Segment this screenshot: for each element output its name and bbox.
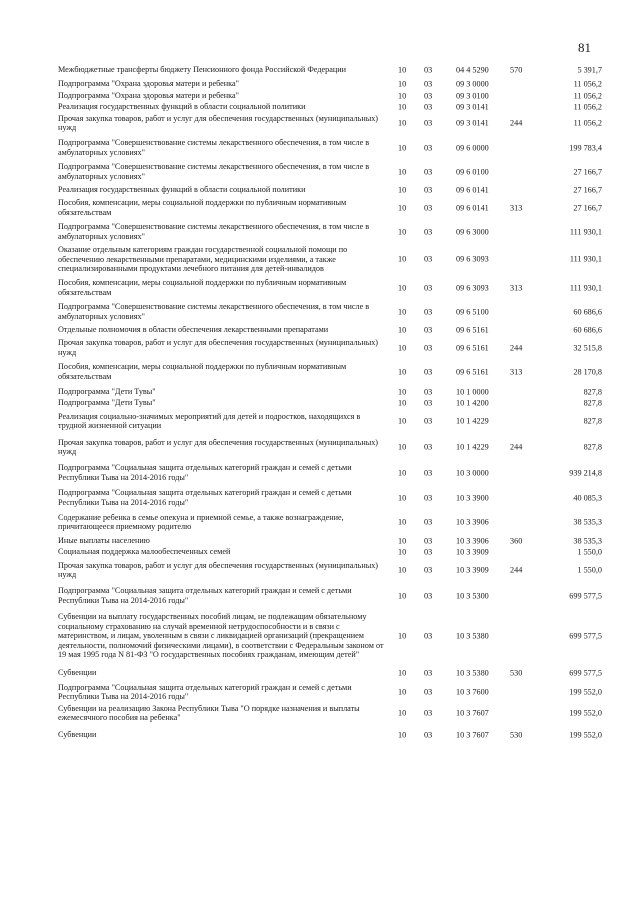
table-row bbox=[58, 301, 608, 322]
row-name: Реализация государственных функций в области социальной политики bbox=[58, 102, 306, 112]
row-target-article-code: 09 6 0000 bbox=[456, 143, 489, 153]
row-name: Прочая закупка товаров, работ и услуг для обеспечения государственных (муниципальных) нужд bbox=[58, 437, 379, 456]
row-section-code: 10 bbox=[398, 79, 407, 89]
row-name: Подпрограмма "Совершенствование системы лекарственного обеспечения, в том числе в амбулаторных условиях" bbox=[58, 302, 370, 321]
row-subsection-code: 03 bbox=[424, 535, 433, 545]
table-row bbox=[58, 462, 608, 483]
row-name: Межбюджетные трансферты бюджету Пенсионного фонда Российской Федерации bbox=[58, 65, 346, 74]
row-section-code: 10 bbox=[398, 468, 407, 478]
row-amount: 11 056,2 bbox=[573, 90, 602, 100]
row-amount: 40 085,3 bbox=[573, 492, 602, 502]
row-subsection-code: 03 bbox=[424, 668, 433, 678]
table-row bbox=[58, 560, 608, 581]
table-row bbox=[58, 667, 608, 678]
row-amount: 827,8 bbox=[583, 386, 602, 396]
row-amount: 199 783,4 bbox=[569, 143, 602, 153]
row-section-code: 10 bbox=[398, 668, 407, 678]
row-subsection-code: 03 bbox=[424, 492, 433, 502]
row-target-article-code: 09 6 5161 bbox=[456, 343, 489, 353]
row-amount: 699 577,5 bbox=[569, 591, 602, 601]
row-subsection-code: 03 bbox=[424, 442, 433, 452]
row-amount: 827,8 bbox=[583, 442, 602, 452]
row-amount: 27 166,7 bbox=[573, 166, 602, 176]
table-row bbox=[58, 411, 608, 432]
row-amount: 60 686,6 bbox=[573, 306, 602, 316]
row-subsection-code: 03 bbox=[424, 343, 433, 353]
row-section-code: 10 bbox=[398, 547, 407, 557]
row-name: Пособия, компенсации, меры социальной поддержки по публичным нормативным обязательствам bbox=[58, 278, 347, 297]
row-amount: 111 930,1 bbox=[569, 226, 602, 236]
table-row bbox=[58, 585, 608, 606]
row-amount: 38 535,3 bbox=[573, 517, 602, 527]
row-expense-type-code: 313 bbox=[510, 203, 523, 213]
row-name: Иные выплаты населению bbox=[58, 535, 150, 545]
row-target-article-code: 09 3 0141 bbox=[456, 102, 489, 112]
table-row bbox=[58, 101, 608, 112]
row-amount: 28 170,8 bbox=[573, 366, 602, 376]
row-name: Прочая закупка товаров, работ и услуг для обеспечения государственных (муниципальных) нужд bbox=[58, 113, 379, 133]
row-name: Подпрограмма "Совершенствование системы лекарственного обеспечения, в том числе в амбулаторных условиях" bbox=[58, 138, 370, 157]
row-name: Подпрограмма "Дети Тувы" bbox=[58, 386, 156, 396]
row-section-code: 10 bbox=[398, 492, 407, 502]
row-name: Подпрограмма "Социальная защита отдельных категорий граждан и семей с детьми Республики Тыва на 2014-2016 годы" bbox=[58, 463, 352, 482]
table-row bbox=[58, 682, 608, 703]
row-subsection-code: 03 bbox=[424, 185, 433, 195]
row-target-article-code: 09 6 5100 bbox=[456, 306, 489, 316]
row-name: Социальная поддержка малообеспеченных семей bbox=[58, 547, 231, 557]
row-section-code: 10 bbox=[398, 442, 407, 452]
row-amount: 60 686,6 bbox=[573, 324, 602, 334]
row-amount: 699 577,5 bbox=[569, 631, 602, 641]
row-target-article-code: 10 1 4229 bbox=[456, 416, 489, 426]
row-name: Содержание ребенка в семье опекуна и приемной семье, а также вознаграждение, причитающееся приемному родителю bbox=[58, 513, 344, 532]
row-section-code: 10 bbox=[398, 306, 407, 316]
row-amount: 11 056,2 bbox=[573, 79, 602, 89]
row-expense-type-code: 244 bbox=[510, 118, 523, 128]
table-row bbox=[58, 361, 608, 382]
row-target-article-code: 10 1 0000 bbox=[456, 386, 489, 396]
row-target-article-code: 09 6 0141 bbox=[456, 203, 489, 213]
row-subsection-code: 03 bbox=[424, 631, 433, 641]
row-section-code: 10 bbox=[398, 386, 407, 396]
row-amount: 827,8 bbox=[583, 416, 602, 426]
page-number: 81 bbox=[578, 40, 591, 55]
row-section-code: 10 bbox=[398, 366, 407, 376]
table-row bbox=[58, 64, 608, 75]
row-section-code: 10 bbox=[398, 416, 407, 426]
row-name: Прочая закупка товаров, работ и услуг для обеспечения государственных (муниципальных) нужд bbox=[58, 338, 379, 357]
row-amount: 11 056,2 bbox=[573, 118, 602, 128]
table-row bbox=[58, 512, 608, 533]
row-target-article-code: 10 1 4200 bbox=[456, 398, 489, 408]
row-amount: 827,8 bbox=[583, 398, 602, 408]
row-section-code: 10 bbox=[398, 687, 407, 697]
row-subsection-code: 03 bbox=[424, 306, 433, 316]
row-name: Реализация государственных функций в области социальной политики bbox=[58, 185, 306, 195]
table-row bbox=[58, 78, 608, 89]
row-section-code: 10 bbox=[398, 517, 407, 527]
row-section-code: 10 bbox=[398, 324, 407, 334]
row-section-code: 10 bbox=[398, 226, 407, 236]
row-subsection-code: 03 bbox=[424, 730, 433, 740]
row-amount: 111 930,1 bbox=[569, 283, 602, 293]
row-subsection-code: 03 bbox=[424, 591, 433, 601]
row-expense-type-code: 313 bbox=[510, 366, 523, 376]
row-target-article-code: 09 6 0100 bbox=[456, 166, 489, 176]
row-target-article-code: 10 3 3909 bbox=[456, 547, 489, 557]
table-row bbox=[58, 386, 608, 397]
row-name: Отдельные полномочия в области обеспечения лекарственными препаратами bbox=[58, 324, 329, 334]
row-section-code: 10 bbox=[398, 118, 407, 128]
table-row bbox=[58, 221, 608, 242]
row-section-code: 10 bbox=[398, 591, 407, 601]
row-amount: 199 552,0 bbox=[569, 687, 602, 697]
budget-table bbox=[58, 64, 608, 741]
row-amount: 199 552,0 bbox=[569, 708, 602, 718]
row-name: Подпрограмма "Совершенствование системы лекарственного обеспечения, в том числе в амбулаторных условиях" bbox=[58, 162, 370, 181]
row-name: Пособия, компенсации, меры социальной поддержки по публичным нормативным обязательствам bbox=[58, 362, 347, 381]
row-amount: 27 166,7 bbox=[573, 185, 602, 195]
row-name: Подпрограмма "Охрана здоровья матери и ребенка" bbox=[58, 90, 240, 100]
table-row bbox=[58, 337, 608, 358]
row-name: Оказание отдельным категориям граждан государственной социальной помощи по обеспечению лекарственными препаратами, медицинскими изделиями, а также специализированными продуктами лечебного питания для детей-инвалидов bbox=[58, 245, 348, 273]
row-subsection-code: 03 bbox=[424, 203, 433, 213]
row-subsection-code: 03 bbox=[424, 226, 433, 236]
row-target-article-code: 09 6 3093 bbox=[456, 283, 489, 293]
row-subsection-code: 03 bbox=[424, 547, 433, 557]
row-subsection-code: 03 bbox=[424, 79, 433, 89]
row-subsection-code: 03 bbox=[424, 398, 433, 408]
row-section-code: 10 bbox=[398, 90, 407, 100]
row-target-article-code: 04 4 5290 bbox=[456, 65, 489, 74]
row-expense-type-code: 530 bbox=[510, 668, 523, 678]
row-target-article-code: 10 3 3909 bbox=[456, 565, 489, 575]
row-subsection-code: 03 bbox=[424, 708, 433, 718]
row-name: Реализация социально-значимых мероприятий для детей и подростков, находящихся в трудной жизненной ситуации bbox=[58, 411, 361, 431]
table-row bbox=[58, 197, 608, 218]
row-target-article-code: 10 3 3906 bbox=[456, 535, 489, 545]
row-name: Подпрограмма "Охрана здоровья матери и ребенка" bbox=[58, 79, 240, 89]
table-row bbox=[58, 244, 608, 274]
row-expense-type-code: 360 bbox=[510, 535, 523, 545]
row-subsection-code: 03 bbox=[424, 283, 433, 293]
row-subsection-code: 03 bbox=[424, 65, 433, 74]
row-section-code: 10 bbox=[398, 730, 407, 740]
row-amount: 699 577,5 bbox=[569, 668, 602, 678]
row-section-code: 10 bbox=[398, 398, 407, 408]
table-row bbox=[58, 137, 608, 158]
table-row bbox=[58, 397, 608, 408]
table-row bbox=[58, 546, 608, 557]
row-subsection-code: 03 bbox=[424, 517, 433, 527]
row-target-article-code: 09 3 0141 bbox=[456, 118, 489, 128]
row-section-code: 10 bbox=[398, 343, 407, 353]
row-section-code: 10 bbox=[398, 185, 407, 195]
table-row bbox=[58, 729, 608, 740]
row-target-article-code: 09 6 3093 bbox=[456, 254, 489, 264]
row-amount: 27 166,7 bbox=[573, 203, 602, 213]
row-name: Подпрограмма "Дети Тувы" bbox=[58, 398, 156, 408]
row-section-code: 10 bbox=[398, 254, 407, 264]
row-section-code: 10 bbox=[398, 283, 407, 293]
row-target-article-code: 10 3 7607 bbox=[456, 730, 489, 740]
row-subsection-code: 03 bbox=[424, 118, 433, 128]
row-amount: 38 535,3 bbox=[573, 535, 602, 545]
row-name: Субвенции bbox=[58, 730, 97, 740]
row-target-article-code: 10 3 7607 bbox=[456, 708, 489, 718]
row-section-code: 10 bbox=[398, 203, 407, 213]
row-name: Субвенции bbox=[58, 668, 97, 678]
row-name: Подпрограмма "Социальная защита отдельных категорий граждан и семей с детьми Республики Тыва на 2014-2016 годы" bbox=[58, 682, 352, 702]
table-row bbox=[58, 487, 608, 508]
row-section-code: 10 bbox=[398, 631, 407, 641]
table-row bbox=[58, 277, 608, 298]
row-amount: 939 214,8 bbox=[569, 468, 602, 478]
row-expense-type-code: 244 bbox=[510, 442, 523, 452]
row-target-article-code: 10 3 0000 bbox=[456, 468, 489, 478]
row-subsection-code: 03 bbox=[424, 254, 433, 264]
row-name: Прочая закупка товаров, работ и услуг для обеспечения государственных (муниципальных) нужд bbox=[58, 560, 379, 580]
row-subsection-code: 03 bbox=[424, 687, 433, 697]
row-target-article-code: 10 3 5380 bbox=[456, 631, 489, 641]
row-target-article-code: 10 3 5300 bbox=[456, 591, 489, 601]
table-row bbox=[58, 90, 608, 101]
row-amount: 11 056,2 bbox=[573, 102, 602, 112]
table-row bbox=[58, 703, 608, 724]
row-amount: 5 391,7 bbox=[577, 65, 602, 74]
row-target-article-code: 09 3 0000 bbox=[456, 79, 489, 89]
row-amount: 32 515,8 bbox=[573, 343, 602, 353]
row-name: Подпрограмма "Социальная защита отдельных категорий граждан и семей с детьми Республики Тыва на 2014-2016 годы" bbox=[58, 586, 352, 605]
row-subsection-code: 03 bbox=[424, 565, 433, 575]
row-target-article-code: 09 6 3000 bbox=[456, 226, 489, 236]
row-expense-type-code: 313 bbox=[510, 283, 523, 293]
row-target-article-code: 10 3 7600 bbox=[456, 687, 489, 697]
table-row bbox=[58, 184, 608, 195]
row-target-article-code: 09 6 0141 bbox=[456, 185, 489, 195]
row-subsection-code: 03 bbox=[424, 90, 433, 100]
table-row bbox=[58, 535, 608, 546]
row-expense-type-code: 530 bbox=[510, 730, 523, 740]
row-subsection-code: 03 bbox=[424, 366, 433, 376]
row-amount: 1 550,0 bbox=[577, 565, 602, 575]
row-subsection-code: 03 bbox=[424, 386, 433, 396]
row-expense-type-code: 570 bbox=[510, 65, 523, 74]
row-target-article-code: 10 3 3900 bbox=[456, 492, 489, 502]
row-target-article-code: 09 3 0100 bbox=[456, 90, 489, 100]
row-section-code: 10 bbox=[398, 65, 407, 74]
row-subsection-code: 03 bbox=[424, 416, 433, 426]
row-expense-type-code: 244 bbox=[510, 565, 523, 575]
row-name: Подпрограмма "Социальная защита отдельных категорий граждан и семей с детьми Республики Тыва на 2014-2016 годы" bbox=[58, 488, 352, 507]
table-row bbox=[58, 611, 608, 660]
row-target-article-code: 09 6 5161 bbox=[456, 324, 489, 334]
row-amount: 111 930,1 bbox=[569, 254, 602, 264]
row-name: Подпрограмма "Совершенствование системы лекарственного обеспечения, в том числе в амбулаторных условиях" bbox=[58, 222, 370, 241]
row-name: Субвенции на выплату государственных пособий лицам, не подлежащим обязательному социальному страхованию на случай временной нетрудоспособности и в связи с материнством, и лицам, уволенным в связи с ликвидацией организаций (прекращением деятельности, полномочий физическими лицами), в соответствии с Федеральным законом от 19 мая 1995 года N 81-ФЗ "О государственных пособиях гражданам, имеющим детей" bbox=[58, 612, 384, 659]
row-section-code: 10 bbox=[398, 708, 407, 718]
row-target-article-code: 10 3 5380 bbox=[456, 668, 489, 678]
row-section-code: 10 bbox=[398, 143, 407, 153]
row-section-code: 10 bbox=[398, 102, 407, 112]
table-row bbox=[58, 437, 608, 458]
row-subsection-code: 03 bbox=[424, 324, 433, 334]
table-row bbox=[58, 161, 608, 182]
row-subsection-code: 03 bbox=[424, 166, 433, 176]
row-target-article-code: 10 1 4229 bbox=[456, 442, 489, 452]
row-name: Субвенции на реализацию Закона Республики Тыва "О порядке назначения и выплаты ежемесячного пособия на ребенка" bbox=[58, 703, 360, 722]
row-subsection-code: 03 bbox=[424, 468, 433, 478]
row-name: Пособия, компенсации, меры социальной поддержки по публичным нормативным обязательствам bbox=[58, 198, 347, 217]
row-subsection-code: 03 bbox=[424, 102, 433, 112]
table-row bbox=[58, 113, 608, 134]
row-target-article-code: 09 6 5161 bbox=[456, 366, 489, 376]
row-section-code: 10 bbox=[398, 166, 407, 176]
row-amount: 1 550,0 bbox=[577, 547, 602, 557]
row-subsection-code: 03 bbox=[424, 143, 433, 153]
row-expense-type-code: 244 bbox=[510, 343, 523, 353]
row-target-article-code: 10 3 3906 bbox=[456, 517, 489, 527]
row-section-code: 10 bbox=[398, 565, 407, 575]
row-amount: 199 552,0 bbox=[569, 730, 602, 740]
table-row bbox=[58, 324, 608, 335]
row-section-code: 10 bbox=[398, 535, 407, 545]
